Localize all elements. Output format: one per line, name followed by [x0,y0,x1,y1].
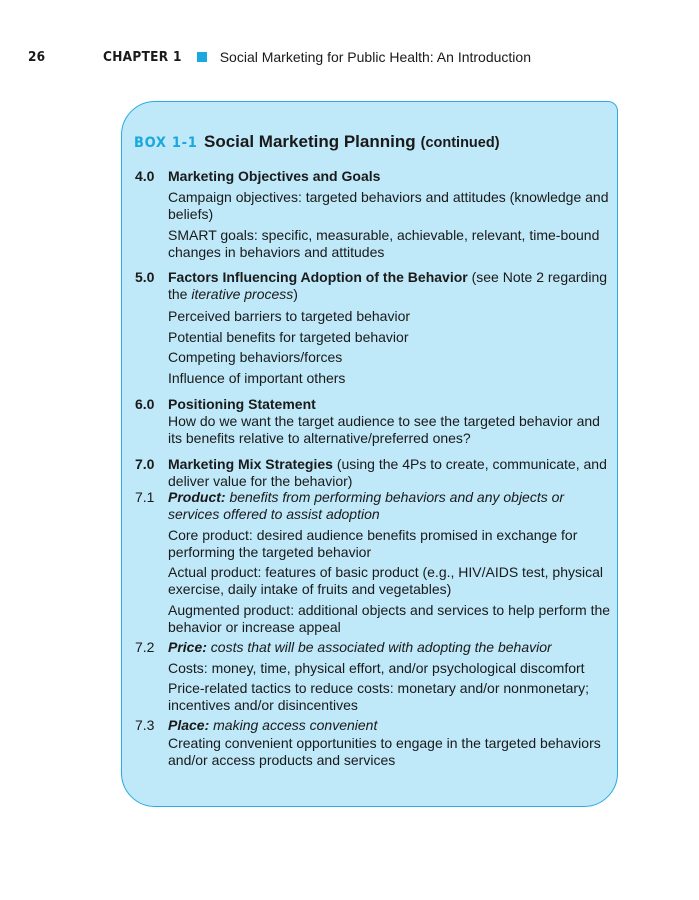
heading-note-italic: iterative process [191,286,294,302]
subsection-heading [168,717,612,734]
list-item: Campaign objectives: targeted behaviors and attitudes (knowledge and beliefs) [168,189,609,222]
box-label: BOX 1-1 [134,135,198,151]
list-item: Price-related tactics to reduce costs: monetary and/or nonmonetary; incentives and/or disincentives [168,680,589,713]
list-item: Perceived barriers to targeted behavior [168,308,411,324]
subsection-number: 7.2 [135,639,155,655]
page-number: 26 [28,49,46,65]
subsection-desc: costs that will be associated with adopting the behavior [206,639,552,655]
section-heading [168,269,612,303]
heading-note: (using the 4Ps to create, communicate, and deliver value for the behavior) [168,456,607,489]
heading-note: (see Note 2 regarding the [168,269,608,302]
subsection-number: 7.3 [135,717,155,733]
subsection-number: 7.1 [135,489,155,505]
chapter-label: CHAPTER 1 [103,49,182,65]
list-item: Core product: desired audience benefits promised in exchange for performing the targeted behavior [168,527,578,560]
subsection-desc: benefits from performing behaviors and any objects or services offered to assist adoption [168,489,565,522]
section-text: How do we want the target audience to see the targeted behavior and its benefits relative to alternative/preferred ones? [168,413,600,446]
chapter-title: Social Marketing for Public Health: An Introduction [219,49,531,65]
subsection-term: Place: [168,717,210,733]
heading-text: Marketing Mix Strategies [168,456,333,472]
section-number: 4.0 [135,168,155,184]
list-item: Creating convenient opportunities to engage in the targeted behaviors and/or access products and services [168,735,601,768]
section-heading [168,456,612,490]
box-title: Social Marketing Planning [204,132,416,151]
section-heading: Positioning Statement [168,396,316,412]
section-number: 5.0 [135,269,155,285]
subsection-desc: making access convenient [209,717,378,733]
list-item: Actual product: features of basic product (e.g., HIV/AIDS test, physical exercise, daily intake of fruits and vegetables) [168,564,603,597]
heading-note-end: ) [293,286,298,302]
subsection-term: Price: [168,639,207,655]
section-number: 7.0 [135,456,155,472]
list-item: Influence of important others [168,370,346,386]
list-item: Competing behaviors/forces [168,349,343,365]
subsection-heading [168,639,612,656]
list-item: Potential benefits for targeted behavior [168,329,409,345]
heading-text: Factors Influencing Adoption of the Behavior [168,269,468,285]
list-item: Costs: money, time, physical effort, and/or psychological discomfort [168,660,585,676]
subsection-term: Product: [168,489,226,505]
box-title-suffix: (continued) [420,135,500,151]
subsection-heading [168,489,612,523]
section-heading: Marketing Objectives and Goals [168,168,381,184]
section-number: 6.0 [135,396,155,412]
list-item: Augmented product: additional objects and services to help perform the behavior or increase appeal [168,602,611,635]
list-item: SMART goals: specific, measurable, achievable, relevant, time-bound changes in behaviors and attitudes [168,227,600,260]
